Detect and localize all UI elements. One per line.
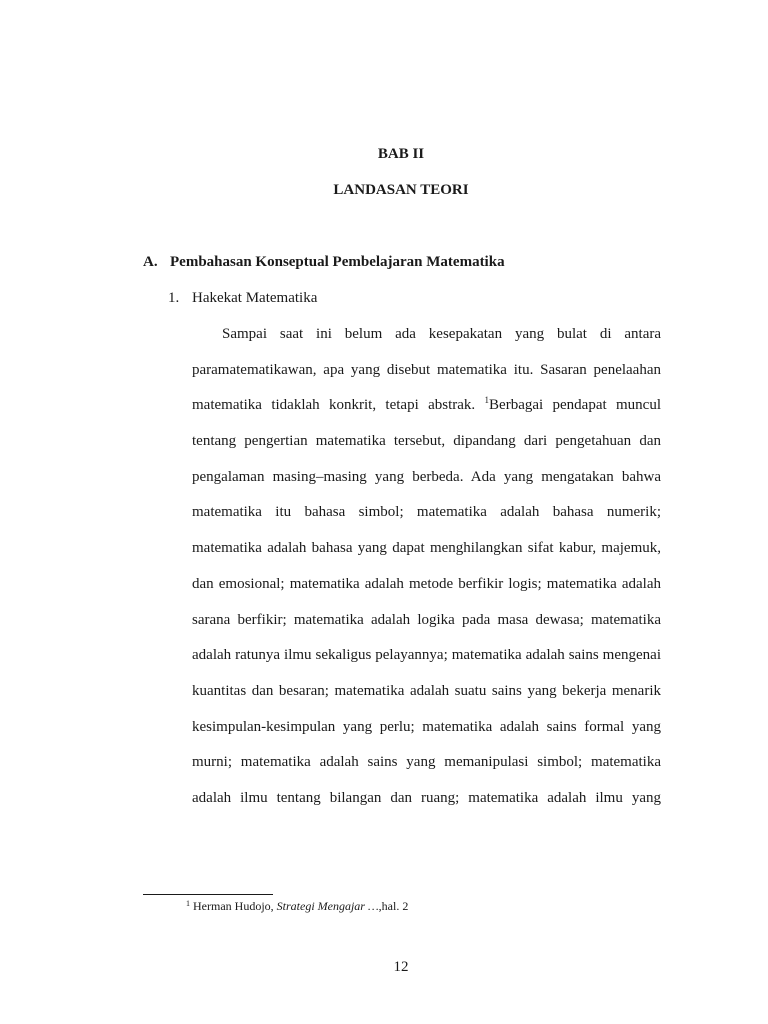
subsection-number: 1. — [168, 290, 180, 306]
footnote-page: ,hal. 2 — [378, 899, 409, 913]
footnote-work: Strategi Mengajar … — [276, 899, 379, 913]
footnote-reference[interactable]: 1 — [484, 395, 490, 406]
footnote-author: Herman Hudojo, — [193, 899, 274, 913]
paragraph-line: adalah ilmu tentang bilangan dan ruang; matematika adalah ilmu yang — [192, 789, 661, 806]
paragraph-line: paramatematikawan, apa yang disebut matematika itu. Sasaran penelaahan — [192, 361, 661, 378]
body-paragraph — [192, 323, 661, 823]
paragraph-line: sarana berfikir; matematika adalah logika pada masa dewasa; matematika — [192, 611, 661, 628]
paragraph-line: matematika adalah bahasa yang dapat menghilangkan sifat kabur, majemuk, — [192, 540, 661, 557]
chapter-heading: BAB II — [377, 146, 425, 162]
paragraph-line: tentang pengertian matematika tersebut, dipandang dari pengetahuan dan — [192, 433, 661, 450]
paragraph-line: matematika tidaklah konkrit, tetapi abstrak. $^1$Berbagai pendapat muncul — [192, 395, 661, 414]
paragraph-line: kesimpulan-kesimpulan yang perlu; matematika adalah sains formal yang — [192, 718, 661, 735]
paragraph-line: dan emosional; matematika adalah metode berfikir logis; matematika adalah — [192, 575, 661, 592]
footnote-number: 1 — [186, 899, 190, 908]
paragraph-line: murni; matematika adalah sains yang memanipulasi simbol; matematika — [192, 754, 661, 771]
paragraph-line: kuantitas dan besaran; matematika adalah suatu sains yang bekerja menarik — [192, 682, 661, 699]
subsection-heading — [168, 290, 317, 307]
chapter-title: LANDASAN TEORI — [333, 182, 469, 198]
section-heading — [143, 254, 505, 271]
footnote-divider — [143, 894, 273, 895]
paragraph-line: matematika itu bahasa simbol; matematika adalah bahasa numerik; — [192, 504, 661, 521]
subsection-title: Hakekat Matematika — [192, 290, 318, 306]
paragraph-line: pengalaman masing–masing yang berbeda. Ada yang mengatakan bahwa — [192, 468, 661, 485]
footnote — [186, 899, 408, 914]
section-title: Pembahasan Konseptual Pembelajaran Matematika — [170, 254, 505, 270]
page-number: 12 — [393, 959, 409, 975]
section-letter: A. — [143, 254, 158, 270]
paragraph-line: Sampai saat ini belum ada kesepakatan yang bulat di antara — [222, 326, 661, 342]
paragraph-line: adalah ratunya ilmu sekaligus pelayannya; matematika adalah sains mengenai — [192, 647, 661, 664]
